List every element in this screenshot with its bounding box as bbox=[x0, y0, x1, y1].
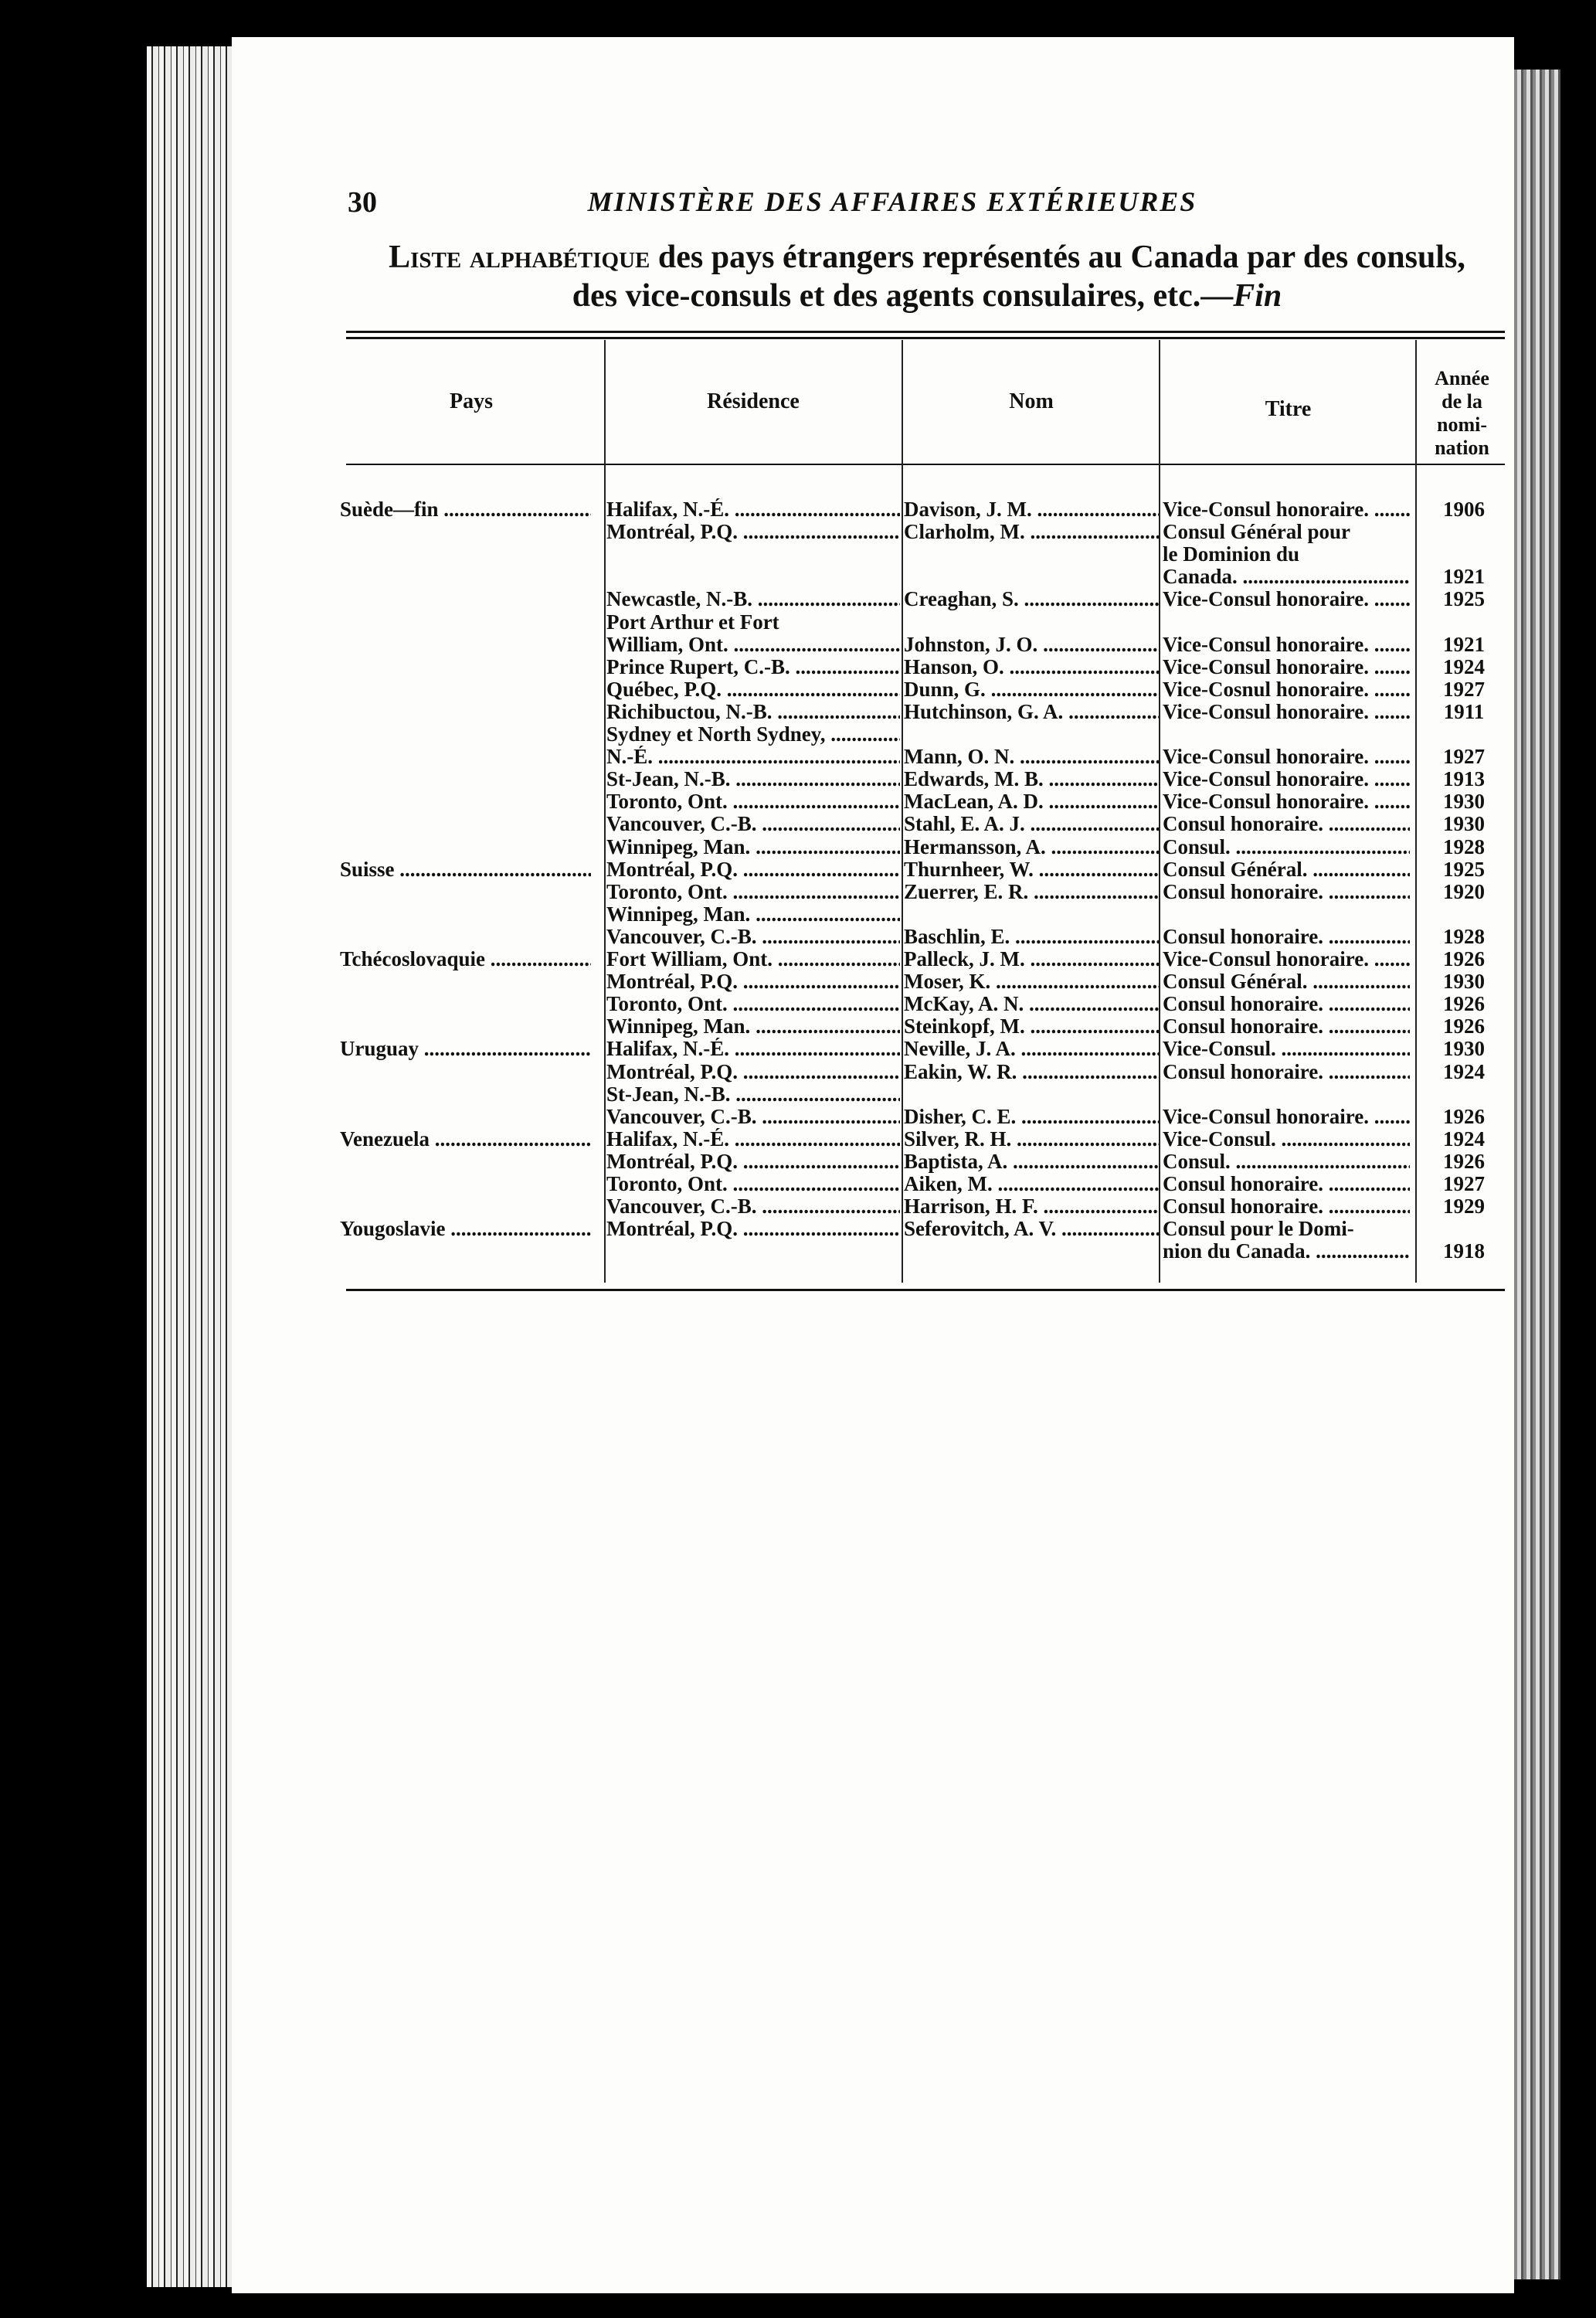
header-residence: Résidence bbox=[707, 389, 800, 413]
cell-annee: 1924 bbox=[1443, 1060, 1485, 1083]
cell-nom: Davison, J. M. ..... bbox=[904, 498, 1159, 521]
cell-annee: 1926 bbox=[1443, 948, 1485, 970]
cell-res: Toronto, Ont. ..... bbox=[606, 790, 900, 813]
cell-res: Québec, P.Q. ..... bbox=[606, 678, 900, 701]
cell-nom: Steinkopf, M. ..... bbox=[904, 1015, 1159, 1038]
cell-annee: 1925 bbox=[1443, 588, 1485, 611]
cell-res: Winnipeg, Man. ..... bbox=[606, 836, 900, 858]
cell-res: Vancouver, C.-B. ..... bbox=[606, 1195, 900, 1218]
cell-res: Port Arthur et Fort bbox=[606, 610, 779, 634]
cell-res: Halifax, N.-É. ..... bbox=[606, 1038, 900, 1060]
cell-res: N.-É. ..... bbox=[606, 746, 900, 768]
cell-nom: Dunn, G. ..... bbox=[904, 678, 1159, 701]
cell-nom: Palleck, J. M. ..... bbox=[904, 948, 1159, 970]
cell-nom: MacLean, A. D. ..... bbox=[904, 790, 1159, 813]
cell-pays: Venezuela ..... bbox=[340, 1128, 591, 1151]
cell-nom: Seferovitch, A. V. ..... bbox=[904, 1218, 1159, 1240]
top-rule bbox=[346, 331, 1505, 333]
cell-res: Montréal, P.Q. ..... bbox=[606, 1061, 900, 1083]
cell-titre: Consul honoraire. ..... bbox=[1163, 1195, 1410, 1218]
cell-annee: 1930 bbox=[1443, 813, 1485, 836]
cell-titre: Vice-Consul honoraire. ..... bbox=[1163, 768, 1410, 790]
cell-titre: Consul. ..... bbox=[1163, 836, 1410, 858]
cell-titre: Consul honoraire. ..... bbox=[1163, 1173, 1410, 1195]
cell-annee: 1926 bbox=[1443, 1015, 1485, 1038]
cell-annee: 1927 bbox=[1443, 678, 1485, 701]
cell-titre: Consul Général pour bbox=[1163, 521, 1351, 544]
cell-res: Halifax, N.-É. ..... bbox=[606, 498, 900, 521]
cell-annee: 1930 bbox=[1443, 1038, 1485, 1061]
cell-annee: 1924 bbox=[1443, 1127, 1485, 1151]
cell-titre: Vice-Consul honoraire. ..... bbox=[1163, 588, 1410, 610]
cell-res: Richibuctou, N.-B. ..... bbox=[606, 701, 900, 723]
header-nom: Nom bbox=[1009, 389, 1054, 413]
title-smallcaps: Liste alphabétique bbox=[389, 240, 650, 275]
cell-titre: Consul honoraire. ..... bbox=[1163, 1061, 1410, 1083]
cell-nom: Eakin, W. R. ..... bbox=[904, 1061, 1159, 1083]
cell-nom: Silver, R. H. ..... bbox=[904, 1128, 1159, 1151]
cell-res: Newcastle, N.-B. ..... bbox=[606, 588, 900, 610]
cell-nom: Stahl, E. A. J. ..... bbox=[904, 813, 1159, 835]
cell-nom: Hutchinson, G. A. ..... bbox=[904, 701, 1159, 723]
cell-pays: Uruguay ..... bbox=[340, 1038, 591, 1060]
header-annee-4: nation bbox=[1435, 437, 1489, 459]
cell-titre: Vice-Consul honoraire. ..... bbox=[1163, 634, 1410, 656]
cell-nom: Zuerrer, E. R. ..... bbox=[904, 881, 1159, 903]
cell-titre: Consul honoraire. ..... bbox=[1163, 926, 1410, 948]
col-divider-1 bbox=[604, 340, 606, 1283]
cell-annee: 1913 bbox=[1443, 768, 1485, 791]
title-fin: Fin bbox=[1233, 278, 1282, 314]
cell-res: Toronto, Ont. ..... bbox=[606, 881, 900, 903]
cell-titre: Consul honoraire. ..... bbox=[1163, 993, 1410, 1015]
cell-annee: 1928 bbox=[1443, 925, 1485, 948]
cell-annee: 1920 bbox=[1443, 880, 1485, 903]
cell-res: Winnipeg, Man. ..... bbox=[606, 903, 900, 926]
col-divider-4 bbox=[1415, 340, 1417, 1283]
cell-nom: Baschlin, E. ..... bbox=[904, 926, 1159, 948]
cell-nom: Neville, J. A. ..... bbox=[904, 1038, 1159, 1060]
cell-res: Montréal, P.Q. ..... bbox=[606, 1218, 900, 1240]
cell-annee: 1930 bbox=[1443, 790, 1485, 814]
cell-nom: Clarholm, M. ..... bbox=[904, 521, 1159, 543]
cell-nom: Baptista, A. ..... bbox=[904, 1151, 1159, 1173]
cell-titre: Vice-Consul honoraire. ..... bbox=[1163, 948, 1410, 970]
top-rule-2 bbox=[346, 337, 1505, 339]
title-line2: des vice-consuls et des agents consulaires, etc.— bbox=[572, 278, 1234, 314]
cell-nom: Hanson, O. ..... bbox=[904, 656, 1159, 678]
cell-nom: Mann, O. N. ..... bbox=[904, 746, 1159, 768]
cell-res: Sydney et North Sydney, ..... bbox=[606, 723, 900, 746]
cell-res: Vancouver, C.-B. ..... bbox=[606, 926, 900, 948]
cell-titre: Consul pour le Domi- bbox=[1163, 1218, 1354, 1241]
cell-titre: Vice-Consul honoraire. ..... bbox=[1163, 790, 1410, 813]
header-titre: Titre bbox=[1265, 397, 1312, 421]
cell-res: Montréal, P.Q. ..... bbox=[606, 1151, 900, 1173]
cell-nom: Edwards, M. B. ..... bbox=[904, 768, 1159, 790]
bottom-rule bbox=[346, 1289, 1505, 1291]
cell-nom: Creaghan, S. ..... bbox=[904, 588, 1159, 610]
cell-annee: 1924 bbox=[1443, 655, 1485, 678]
cell-annee: 1926 bbox=[1443, 993, 1485, 1016]
running-head: MINISTÈRE DES AFFAIRES EXTÉRIEURES bbox=[587, 186, 1197, 217]
header-annee bbox=[1418, 367, 1506, 460]
cell-annee: 1906 bbox=[1443, 498, 1485, 521]
cell-titre: Vice-Consul honoraire. ..... bbox=[1163, 656, 1410, 678]
cell-annee: 1918 bbox=[1443, 1240, 1485, 1263]
cell-annee: 1927 bbox=[1443, 1173, 1485, 1195]
cell-titre: Consul honoraire. ..... bbox=[1163, 1015, 1410, 1038]
cell-nom: Hermansson, A. ..... bbox=[904, 836, 1159, 858]
cell-nom: Harrison, H. F. ..... bbox=[904, 1195, 1159, 1218]
cell-annee: 1929 bbox=[1443, 1195, 1485, 1218]
cell-pays: Tchécoslovaquie ..... bbox=[340, 948, 591, 970]
cell-titre: Consul honoraire. ..... bbox=[1163, 881, 1410, 903]
cell-res: William, Ont. ..... bbox=[606, 634, 900, 656]
cell-res: Toronto, Ont. ..... bbox=[606, 993, 900, 1015]
cell-res: Montréal, P.Q. ..... bbox=[606, 970, 900, 993]
cell-nom: Disher, C. E. ..... bbox=[904, 1106, 1159, 1128]
cell-titre: Vice-Consul honoraire. ..... bbox=[1163, 746, 1410, 768]
cell-res: Vancouver, C.-B. ..... bbox=[606, 813, 900, 835]
cell-titre: Vice-Consul honoraire. ..... bbox=[1163, 701, 1410, 723]
header-pays: Pays bbox=[450, 389, 493, 413]
cell-titre: Vice-Consul honoraire. ..... bbox=[1163, 1106, 1410, 1128]
cell-res: Halifax, N.-É. ..... bbox=[606, 1128, 900, 1151]
cell-annee: 1926 bbox=[1443, 1105, 1485, 1128]
cell-titre: Vice-Consul honoraire. ..... bbox=[1163, 498, 1410, 521]
cell-titre: Consul honoraire. ..... bbox=[1163, 813, 1410, 835]
title-line1: des pays étrangers représentés au Canada par des consuls, bbox=[650, 240, 1465, 275]
cell-res: Montréal, P.Q. ..... bbox=[606, 858, 900, 881]
cell-titre: Vice-Cosnul honoraire. ..... bbox=[1163, 678, 1410, 701]
cell-annee: 1925 bbox=[1443, 858, 1485, 881]
cell-pays: Suède—fin ..... bbox=[340, 498, 591, 521]
cell-annee: 1911 bbox=[1443, 700, 1485, 723]
book-spine bbox=[147, 46, 232, 2287]
cell-nom: Aiken, M. ..... bbox=[904, 1173, 1159, 1195]
cell-res: Toronto, Ont. ..... bbox=[606, 1173, 900, 1195]
cell-res: Winnipeg, Man. ..... bbox=[606, 1015, 900, 1038]
header-annee-1: Année bbox=[1435, 367, 1489, 389]
cell-annee: 1921 bbox=[1443, 633, 1485, 656]
cell-annee: 1928 bbox=[1443, 835, 1485, 858]
cell-res: Fort William, Ont. ..... bbox=[606, 948, 900, 970]
header-annee-2: de la bbox=[1441, 390, 1482, 413]
cell-titre: Consul. ..... bbox=[1163, 1151, 1410, 1173]
header-rule bbox=[346, 464, 1505, 465]
cell-pays: Suisse ..... bbox=[340, 858, 591, 881]
cell-titre: le Dominion du bbox=[1163, 543, 1300, 566]
cell-annee: 1927 bbox=[1443, 746, 1485, 769]
cell-titre: Canada. ..... bbox=[1163, 566, 1410, 588]
cell-annee: 1921 bbox=[1443, 566, 1485, 589]
cell-res: St-Jean, N.-B. ..... bbox=[606, 768, 900, 790]
cell-annee: 1926 bbox=[1443, 1150, 1485, 1173]
page-edge bbox=[1514, 70, 1560, 2279]
cell-titre: nion du Canada. ..... bbox=[1163, 1240, 1410, 1263]
cell-titre: Consul Général. ..... bbox=[1163, 858, 1410, 881]
cell-annee: 1930 bbox=[1443, 970, 1485, 994]
header-annee-3: nomi- bbox=[1437, 413, 1487, 436]
cell-nom: Thurnheer, W. ..... bbox=[904, 858, 1159, 881]
col-divider-2 bbox=[902, 340, 903, 1283]
cell-nom: Moser, K. ..... bbox=[904, 970, 1159, 993]
table-title bbox=[340, 238, 1514, 315]
col-divider-3 bbox=[1159, 340, 1160, 1283]
cell-res: Vancouver, C.-B. ..... bbox=[606, 1106, 900, 1128]
cell-nom: Johnston, J. O. ..... bbox=[904, 634, 1159, 656]
cell-nom: McKay, A. N. ..... bbox=[904, 993, 1159, 1015]
cell-pays: Yougoslavie ..... bbox=[340, 1218, 591, 1240]
cell-res: Montréal, P.Q. ..... bbox=[606, 521, 900, 543]
cell-res: St-Jean, N.-B. ..... bbox=[606, 1083, 900, 1106]
cell-res: Prince Rupert, C.-B. ..... bbox=[606, 656, 900, 678]
cell-titre: Vice-Consul. ..... bbox=[1163, 1128, 1410, 1151]
cell-titre: Consul Général. ..... bbox=[1163, 970, 1410, 993]
cell-titre: Vice-Consul. ..... bbox=[1163, 1038, 1410, 1060]
page-number: 30 bbox=[348, 186, 377, 219]
